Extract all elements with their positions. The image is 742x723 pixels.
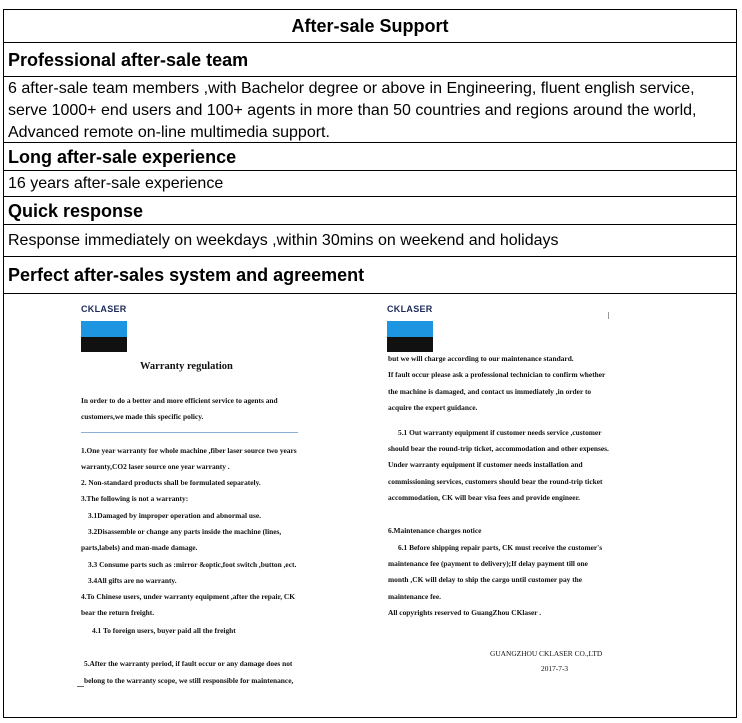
doc-line: 6.1 Before shipping repair parts, CK must receive the customer's: [398, 543, 603, 552]
doc-line: 3.4All gifts are no warranty.: [88, 576, 177, 585]
warranty-title: Warranty regulation: [140, 361, 233, 372]
intro-line-1: In order to do a better and more efficient service to agents and: [81, 396, 278, 405]
doc-line: commissioning services, customers should bear the round-trip ticket: [388, 477, 603, 486]
warranty-page-right: [371, 294, 738, 717]
team-description: [4, 77, 736, 143]
team-line-1: 6 after-sale team members ,with Bachelor degree or above in Engineering, fluent english service,: [8, 80, 695, 97]
team-line-3: Advanced remote on-line multimedia support.: [8, 124, 330, 141]
heading-quick-response: Quick response: [4, 197, 736, 225]
doc-line: maintenance fee.: [388, 592, 441, 601]
doc-line: 3.3 Consume parts such as :mirror &optic,foot switch ,button ,ect.: [88, 560, 297, 569]
doc-line: the machine is damaged, and contact us immediately ,in order to: [388, 387, 592, 396]
cklaser-logo-blue-bar: [387, 321, 433, 337]
divider-line: [81, 432, 298, 433]
response-text: Response immediately on weekdays ,within 30mins on weekend and holidays: [4, 225, 736, 257]
doc-line: 2. Non-standard products shall be formulated separately.: [81, 478, 261, 487]
heading-experience: Long after-sale experience: [4, 143, 736, 171]
doc-line: 5.After the warranty period, if fault occur or any damage does not: [84, 659, 293, 668]
experience-text: 16 years after-sale experience: [4, 171, 736, 197]
doc-line: All copyrights reserved to GuangZhou CKlaser .: [388, 608, 542, 617]
team-line-2: serve 1000+ end users and 100+ agents in more than 50 countries and regions around the world,: [8, 102, 697, 119]
corner-mark: [608, 312, 609, 319]
heading-system-agreement: Perfect after-sales system and agreement: [4, 257, 736, 294]
doc-line: belong to the warranty scope, we still responsible for maintenance,: [84, 676, 294, 685]
cklaser-logo-blue-bar: [81, 321, 127, 337]
doc-line: 4.1 To foreign users, buyer paid all the freight: [92, 626, 236, 635]
doc-line: bear the return freight.: [81, 608, 155, 617]
cklaser-logo-text: CKLASER: [387, 304, 433, 314]
doc-line: 3.The following is not a warranty:: [81, 494, 189, 503]
table-title: After-sale Support: [4, 10, 736, 43]
doc-line: If fault occur please ask a professional technician to confirm whether: [388, 370, 606, 379]
doc-line: parts,labels) and man-made damage.: [81, 543, 198, 552]
after-sale-support-table: [3, 9, 737, 718]
doc-line: accommodation, CK will bear visa fees and provide engineer.: [388, 493, 581, 502]
cklaser-logo-black-bar: [387, 337, 433, 352]
doc-line: Under warranty equipment if customer needs installation and: [388, 460, 583, 469]
doc-line: 4.To Chinese users, under warranty equipment ,after the repair, CK: [81, 592, 295, 601]
doc-line: should bear the round-trip ticket, accommodation and other expenses.: [388, 444, 609, 453]
intro-line-2: customers,we made this specific policy.: [81, 412, 204, 421]
warranty-page-left: [4, 294, 371, 717]
cklaser-logo-black-bar: [81, 337, 127, 352]
corner-mark: [77, 686, 84, 687]
doc-line: acquire the expert guidance.: [388, 403, 478, 412]
company-name: GUANGZHOU CKLASER CO.,LTD: [490, 649, 603, 658]
doc-line: 6.Maintenance charges notice: [388, 526, 482, 535]
doc-line: warranty,CO2 laser source one year warranty .: [81, 462, 230, 471]
warranty-document-scan: [4, 294, 736, 717]
doc-line: 3.2Disassemble or change any parts inside the machine (lines,: [88, 527, 282, 536]
cklaser-logo-text: CKLASER: [81, 304, 127, 314]
doc-line: 3.1Damaged by improper operation and abnormal use.: [88, 511, 262, 520]
document-date: 2017-7-3: [541, 664, 569, 673]
doc-line: 1.One year warranty for whole machine ,fiber laser source two years: [81, 446, 297, 455]
doc-line: month ,CK will delay to ship the cargo until customer pay the: [388, 575, 583, 584]
doc-line: but we will charge according to our maintenance standard.: [388, 354, 574, 363]
doc-line: 5.1 Out warranty equipment if customer needs service ,customer: [398, 428, 602, 437]
heading-professional-team: Professional after-sale team: [4, 43, 736, 77]
doc-line: maintenance fee (payment to delivery);If delay payment till one: [388, 559, 588, 568]
